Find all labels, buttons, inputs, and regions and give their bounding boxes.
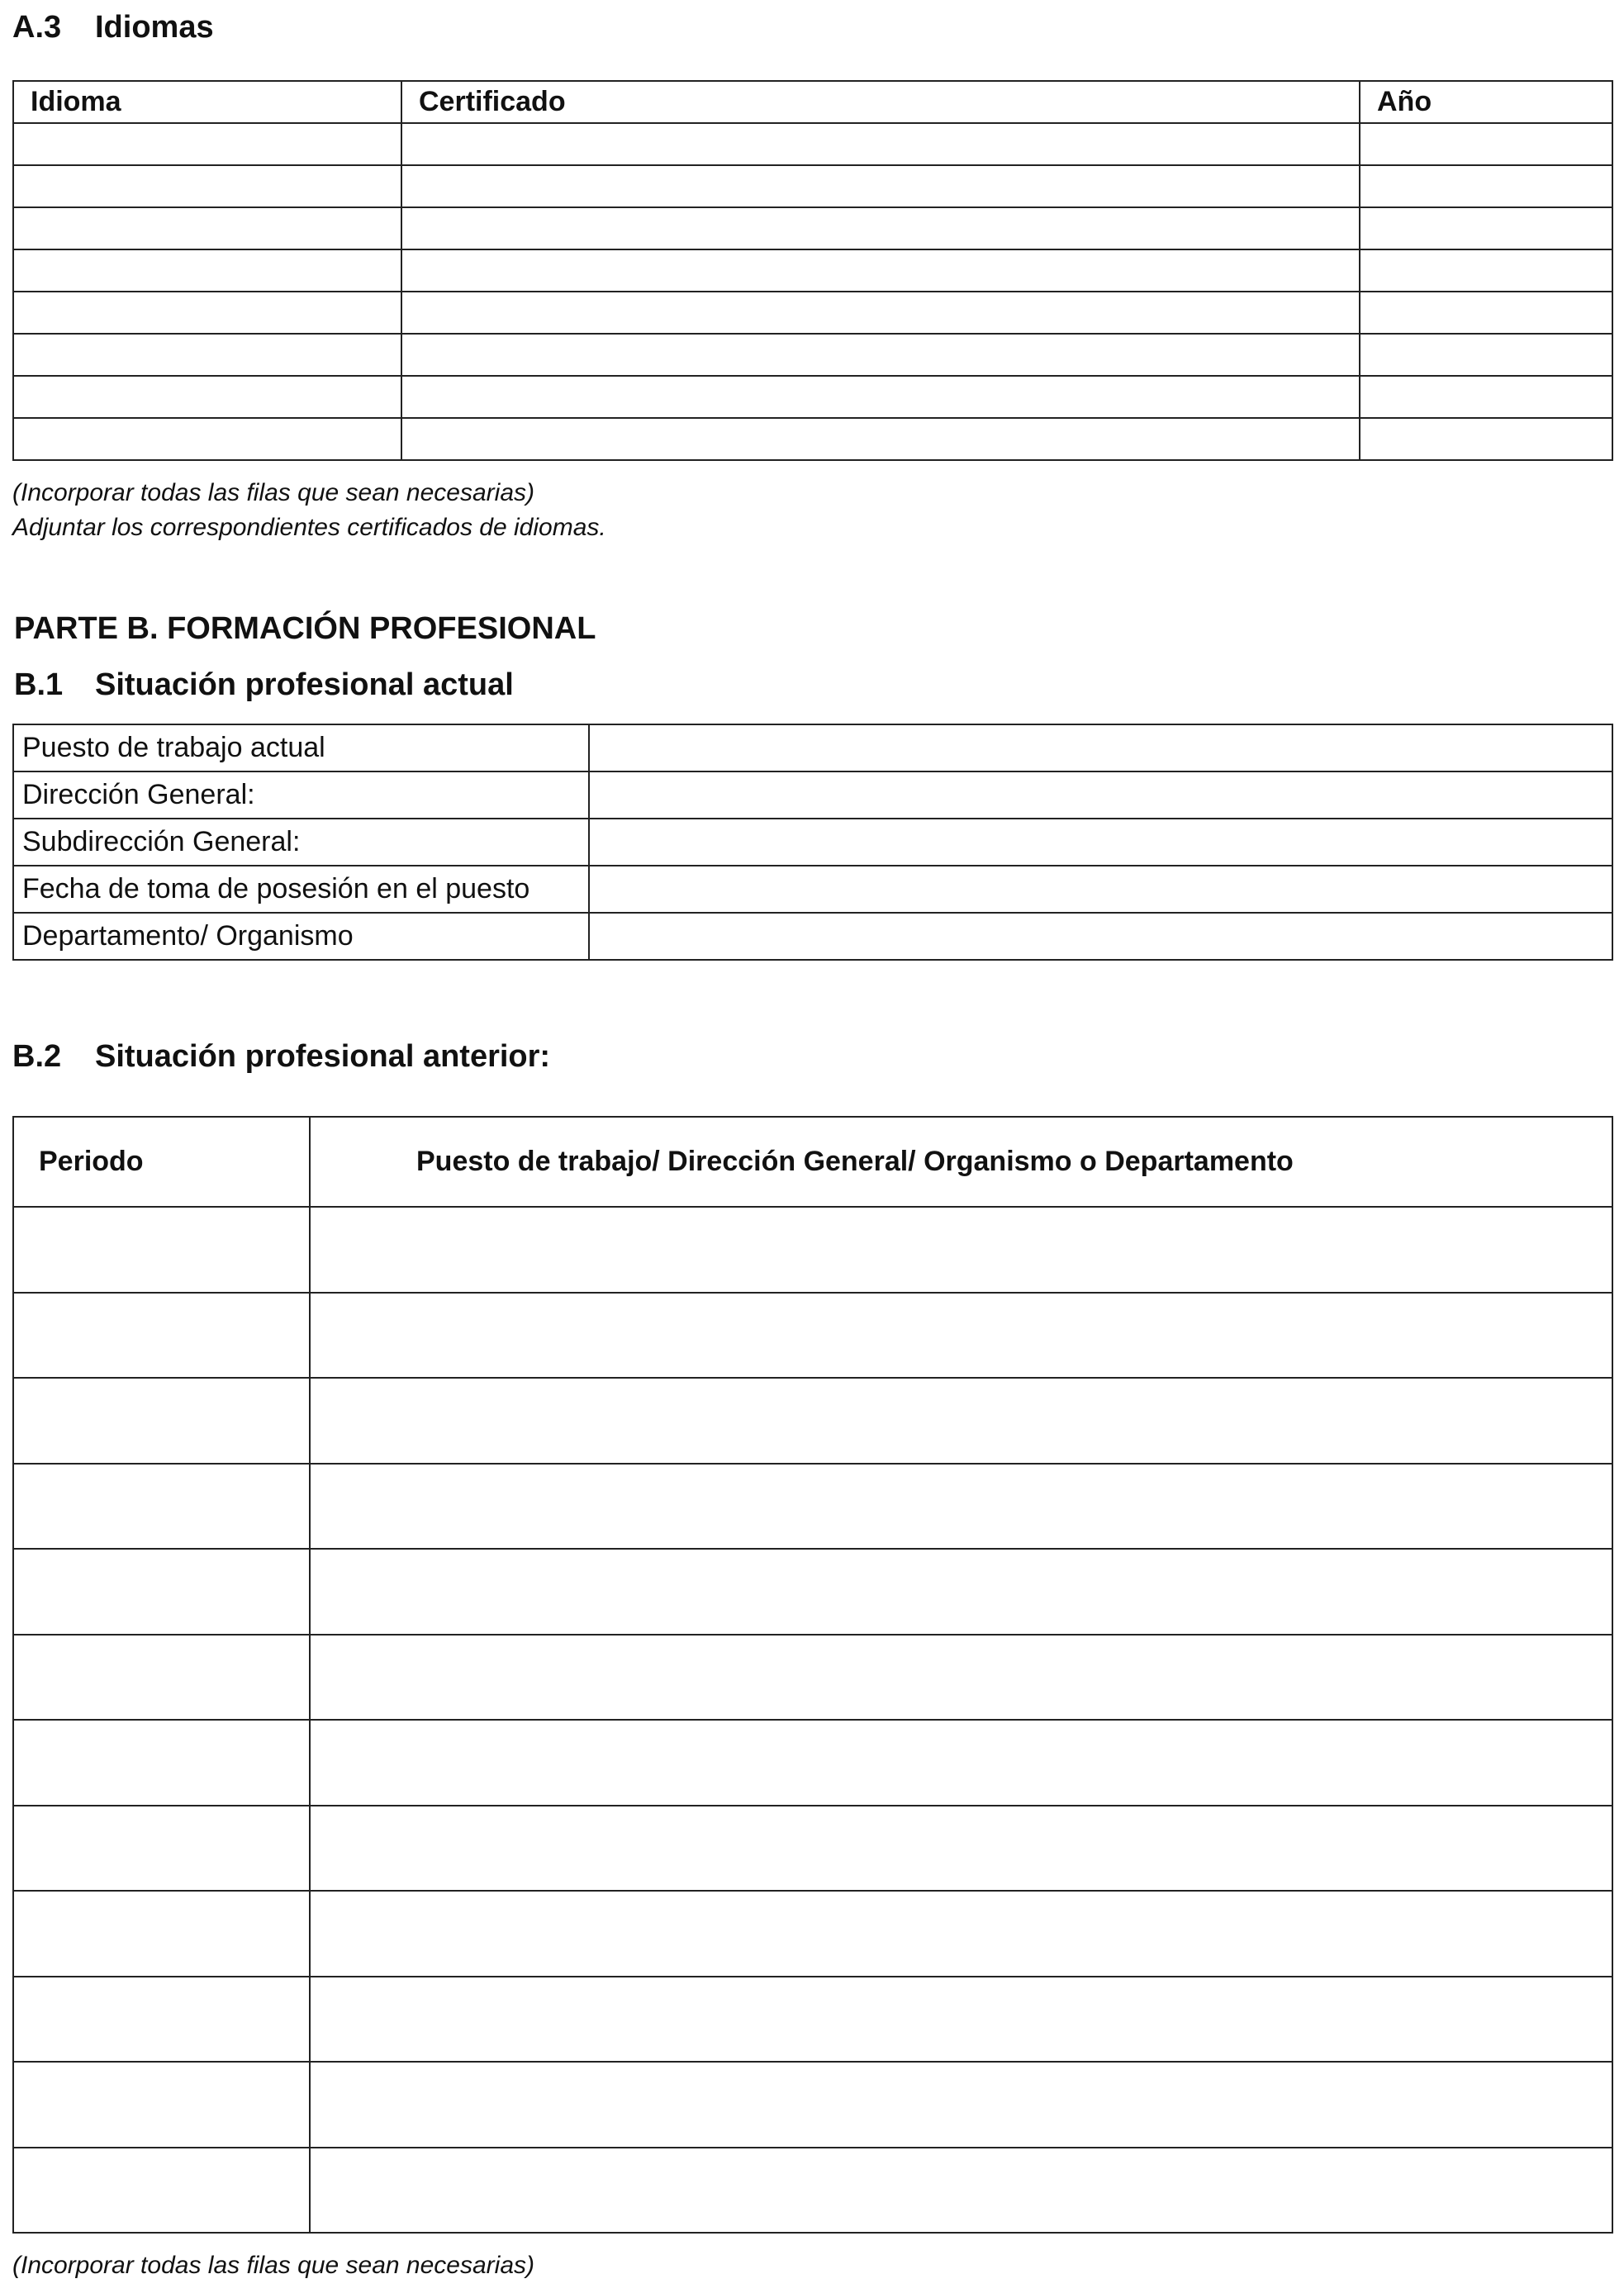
current-position-table-body [13,724,1612,960]
previous-positions-table-body [13,1207,1612,2233]
field-value-cell[interactable] [589,913,1612,960]
certificado-cell[interactable] [401,249,1360,292]
column-header-periodo: Periodo [13,1117,310,1207]
table-row [13,1378,1612,1464]
previous-positions-table [12,1116,1613,2234]
column-header-certificado: Certificado [401,81,1360,123]
table-header-row [13,1117,1612,1207]
puesto-cell[interactable] [310,2062,1612,2148]
table-row [13,376,1612,418]
column-header-ano: Año [1360,81,1612,123]
table-row [13,165,1612,207]
ano-cell[interactable] [1360,334,1612,376]
table-row [13,1720,1612,1806]
table-row [13,1806,1612,1892]
field-value-cell[interactable] [589,866,1612,913]
field-value-cell[interactable] [589,819,1612,866]
table-row [13,819,1612,866]
periodo-cell[interactable] [13,1293,310,1379]
field-value-cell[interactable] [589,724,1612,771]
table-row [13,2062,1612,2148]
part-b-title: PARTE B. FORMACIÓN PROFESIONAL [14,611,596,646]
certificado-cell[interactable] [401,292,1360,334]
table-header-row [13,81,1612,123]
field-value-cell[interactable] [589,771,1612,819]
certificado-cell[interactable] [401,418,1360,460]
periodo-cell[interactable] [13,1635,310,1721]
section-title: Idiomas [95,10,214,45]
idioma-cell[interactable] [13,123,401,165]
periodo-cell[interactable] [13,1464,310,1550]
table-row [13,771,1612,819]
table-row [13,1464,1612,1550]
periodo-cell[interactable] [13,1378,310,1464]
ano-cell[interactable] [1360,123,1612,165]
table-row [13,1293,1612,1379]
puesto-cell[interactable] [310,1720,1612,1806]
table-row [13,207,1612,249]
idioma-cell[interactable] [13,207,401,249]
periodo-cell[interactable] [13,1549,310,1635]
ano-cell[interactable] [1360,207,1612,249]
table-row [13,1891,1612,1977]
table-row [13,123,1612,165]
periodo-cell[interactable] [13,1207,310,1293]
periodo-cell[interactable] [13,2148,310,2234]
puesto-cell[interactable] [310,1293,1612,1379]
section-b1-heading [14,667,514,703]
table-row [13,334,1612,376]
field-label: Subdirección General: [13,819,589,866]
field-label: Fecha de toma de posesión en el puesto [13,866,589,913]
section-a3-heading [12,10,214,45]
table-row [13,866,1612,913]
puesto-cell[interactable] [310,1207,1612,1293]
table-row [13,418,1612,460]
section-title: Situación profesional anterior: [95,1039,551,1074]
languages-table-body [13,123,1612,460]
puesto-cell[interactable] [310,1464,1612,1550]
puesto-cell[interactable] [310,1891,1612,1977]
idioma-cell[interactable] [13,376,401,418]
certificado-cell[interactable] [401,123,1360,165]
idioma-cell[interactable] [13,292,401,334]
puesto-cell[interactable] [310,1806,1612,1892]
puesto-cell[interactable] [310,1549,1612,1635]
puesto-cell[interactable] [310,2148,1612,2234]
field-label: Dirección General: [13,771,589,819]
ano-cell[interactable] [1360,165,1612,207]
field-label: Departamento/ Organismo [13,913,589,960]
idioma-cell[interactable] [13,418,401,460]
column-header-idioma: Idioma [13,81,401,123]
periodo-cell[interactable] [13,1720,310,1806]
ano-cell[interactable] [1360,249,1612,292]
current-position-table [12,724,1613,961]
puesto-cell[interactable] [310,1635,1612,1721]
puesto-cell[interactable] [310,1977,1612,2063]
certificado-cell[interactable] [401,165,1360,207]
table-row [13,913,1612,960]
periodo-cell[interactable] [13,1806,310,1892]
attach-certificates-note: Adjuntar los correspondientes certificados de idiomas. [12,514,606,541]
column-header-puesto: Puesto de trabajo/ Dirección General/ Organismo o Departamento [310,1117,1612,1207]
idioma-cell[interactable] [13,165,401,207]
section-number: B.1 [14,667,64,702]
table-row [13,292,1612,334]
certificado-cell[interactable] [401,207,1360,249]
languages-table [12,80,1613,461]
ano-cell[interactable] [1360,418,1612,460]
section-number: A.3 [12,10,62,45]
ano-cell[interactable] [1360,292,1612,334]
table-row [13,1549,1612,1635]
table-row [13,1977,1612,2063]
add-rows-note: (Incorporar todas las filas que sean necesarias) [12,479,534,506]
periodo-cell[interactable] [13,1977,310,2063]
section-number: B.2 [12,1039,62,1074]
table-row [13,249,1612,292]
idioma-cell[interactable] [13,334,401,376]
section-b2-heading [12,1039,550,1075]
periodo-cell[interactable] [13,1891,310,1977]
table-row [13,2148,1612,2234]
table-row [13,1635,1612,1721]
add-rows-note-b2: (Incorporar todas las filas que sean necesarias) [12,2252,534,2279]
field-label: Puesto de trabajo actual [13,724,589,771]
table-row [13,724,1612,771]
certificado-cell[interactable] [401,334,1360,376]
table-row [13,1207,1612,1293]
idioma-cell[interactable] [13,249,401,292]
periodo-cell[interactable] [13,2062,310,2148]
section-title: Situación profesional actual [95,667,514,702]
certificado-cell[interactable] [401,376,1360,418]
puesto-cell[interactable] [310,1378,1612,1464]
ano-cell[interactable] [1360,376,1612,418]
